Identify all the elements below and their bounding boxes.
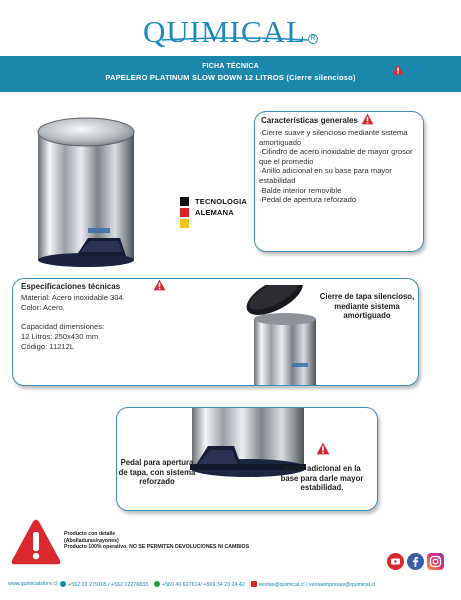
warning-icon [392,64,404,75]
flag-stripe-black [180,197,189,206]
specs-body [21,293,125,352]
flag-line2: ALEMANA [195,208,234,217]
warning-icon [8,517,64,567]
phone-icon [60,581,66,587]
spec-color: Color: Acero. [21,302,65,312]
product-title: PAPELERO PLATINUM SLOW DOWN 12 LITROS (Cierre silencioso) [105,73,356,82]
mail-icon [251,581,257,587]
notice-line1: Producto con detalle [64,531,116,537]
open-lid-image [240,285,320,385]
features-title: Características generales [261,116,358,125]
product-image [28,110,168,278]
warning-icon [361,113,374,125]
logo-swoosh-icon [160,36,310,42]
whatsapp-icon [154,581,160,587]
brand-logo [0,14,461,50]
phone-numbers[interactable]: +562 22 279105 / +562 22276833 [68,581,148,588]
spec-code: Código: 11212L [21,341,75,351]
features-list [259,128,421,205]
logo-registered-mark: R [308,34,318,44]
spec-capacity: 12 Litros: 250x430 mm [21,331,99,341]
email-addresses[interactable]: ventas@quimical.cl / ventaempresas@quimical.cl [258,581,376,588]
youtube-icon[interactable] [387,553,404,570]
notice-line2: (Abolladuras/rayones) [64,537,119,544]
feature-item: ·Pedal de apertura reforzado [259,195,357,205]
flag-stripe-red [180,208,189,217]
facebook-icon[interactable] [407,553,424,570]
logo-text: QUIMICAL [143,14,306,49]
warning-icon [316,442,330,455]
whatsapp-numbers[interactable]: +569 40 927614/ +569 34 23 24 42 [162,581,245,588]
defect-notice [64,531,249,551]
feature-item: ·Balde interior removible [259,185,342,195]
notice-line3: Producto 100% operativo. NO SE PERMITEN DEVOLUCIONES NI CAMBIOS [64,544,250,551]
flag-line1: TECNOLOGIA [195,197,247,206]
feature-item: ·Cilindro de acero inoxidable de mayor grosor que el promedio [259,147,413,166]
spec-capacity-title: Capacidad dimensiones: [21,321,105,331]
warning-icon [153,279,166,291]
lid-callout: Cierre de tapa silencioso, mediante sistema amortiguado [319,292,415,321]
feature-item: ·Anillo adicional en su base para mayor estabilidad [259,166,392,185]
pedal-callout: Pedal para apertura de tapa, con sistema reforzado [118,458,196,487]
feature-item: ·Cierre suave y silencioso mediante sistema amortiguado [259,128,408,147]
ring-callout: Anillo adicional en la base para darle mayor estabilidad. [280,464,364,493]
website-link[interactable]: www.quimicalstore.cl [8,581,58,587]
instagram-icon[interactable] [427,553,444,570]
german-tech-badge [180,196,247,229]
sheet-type: FICHA TÉCNICA [202,63,259,70]
flag-stripe-gold [180,219,189,228]
footer-contacts [0,578,461,590]
spec-material: Material: Acero inoxidable 304. [21,293,125,302]
specs-title: Especificaciones técnicas [21,282,121,291]
